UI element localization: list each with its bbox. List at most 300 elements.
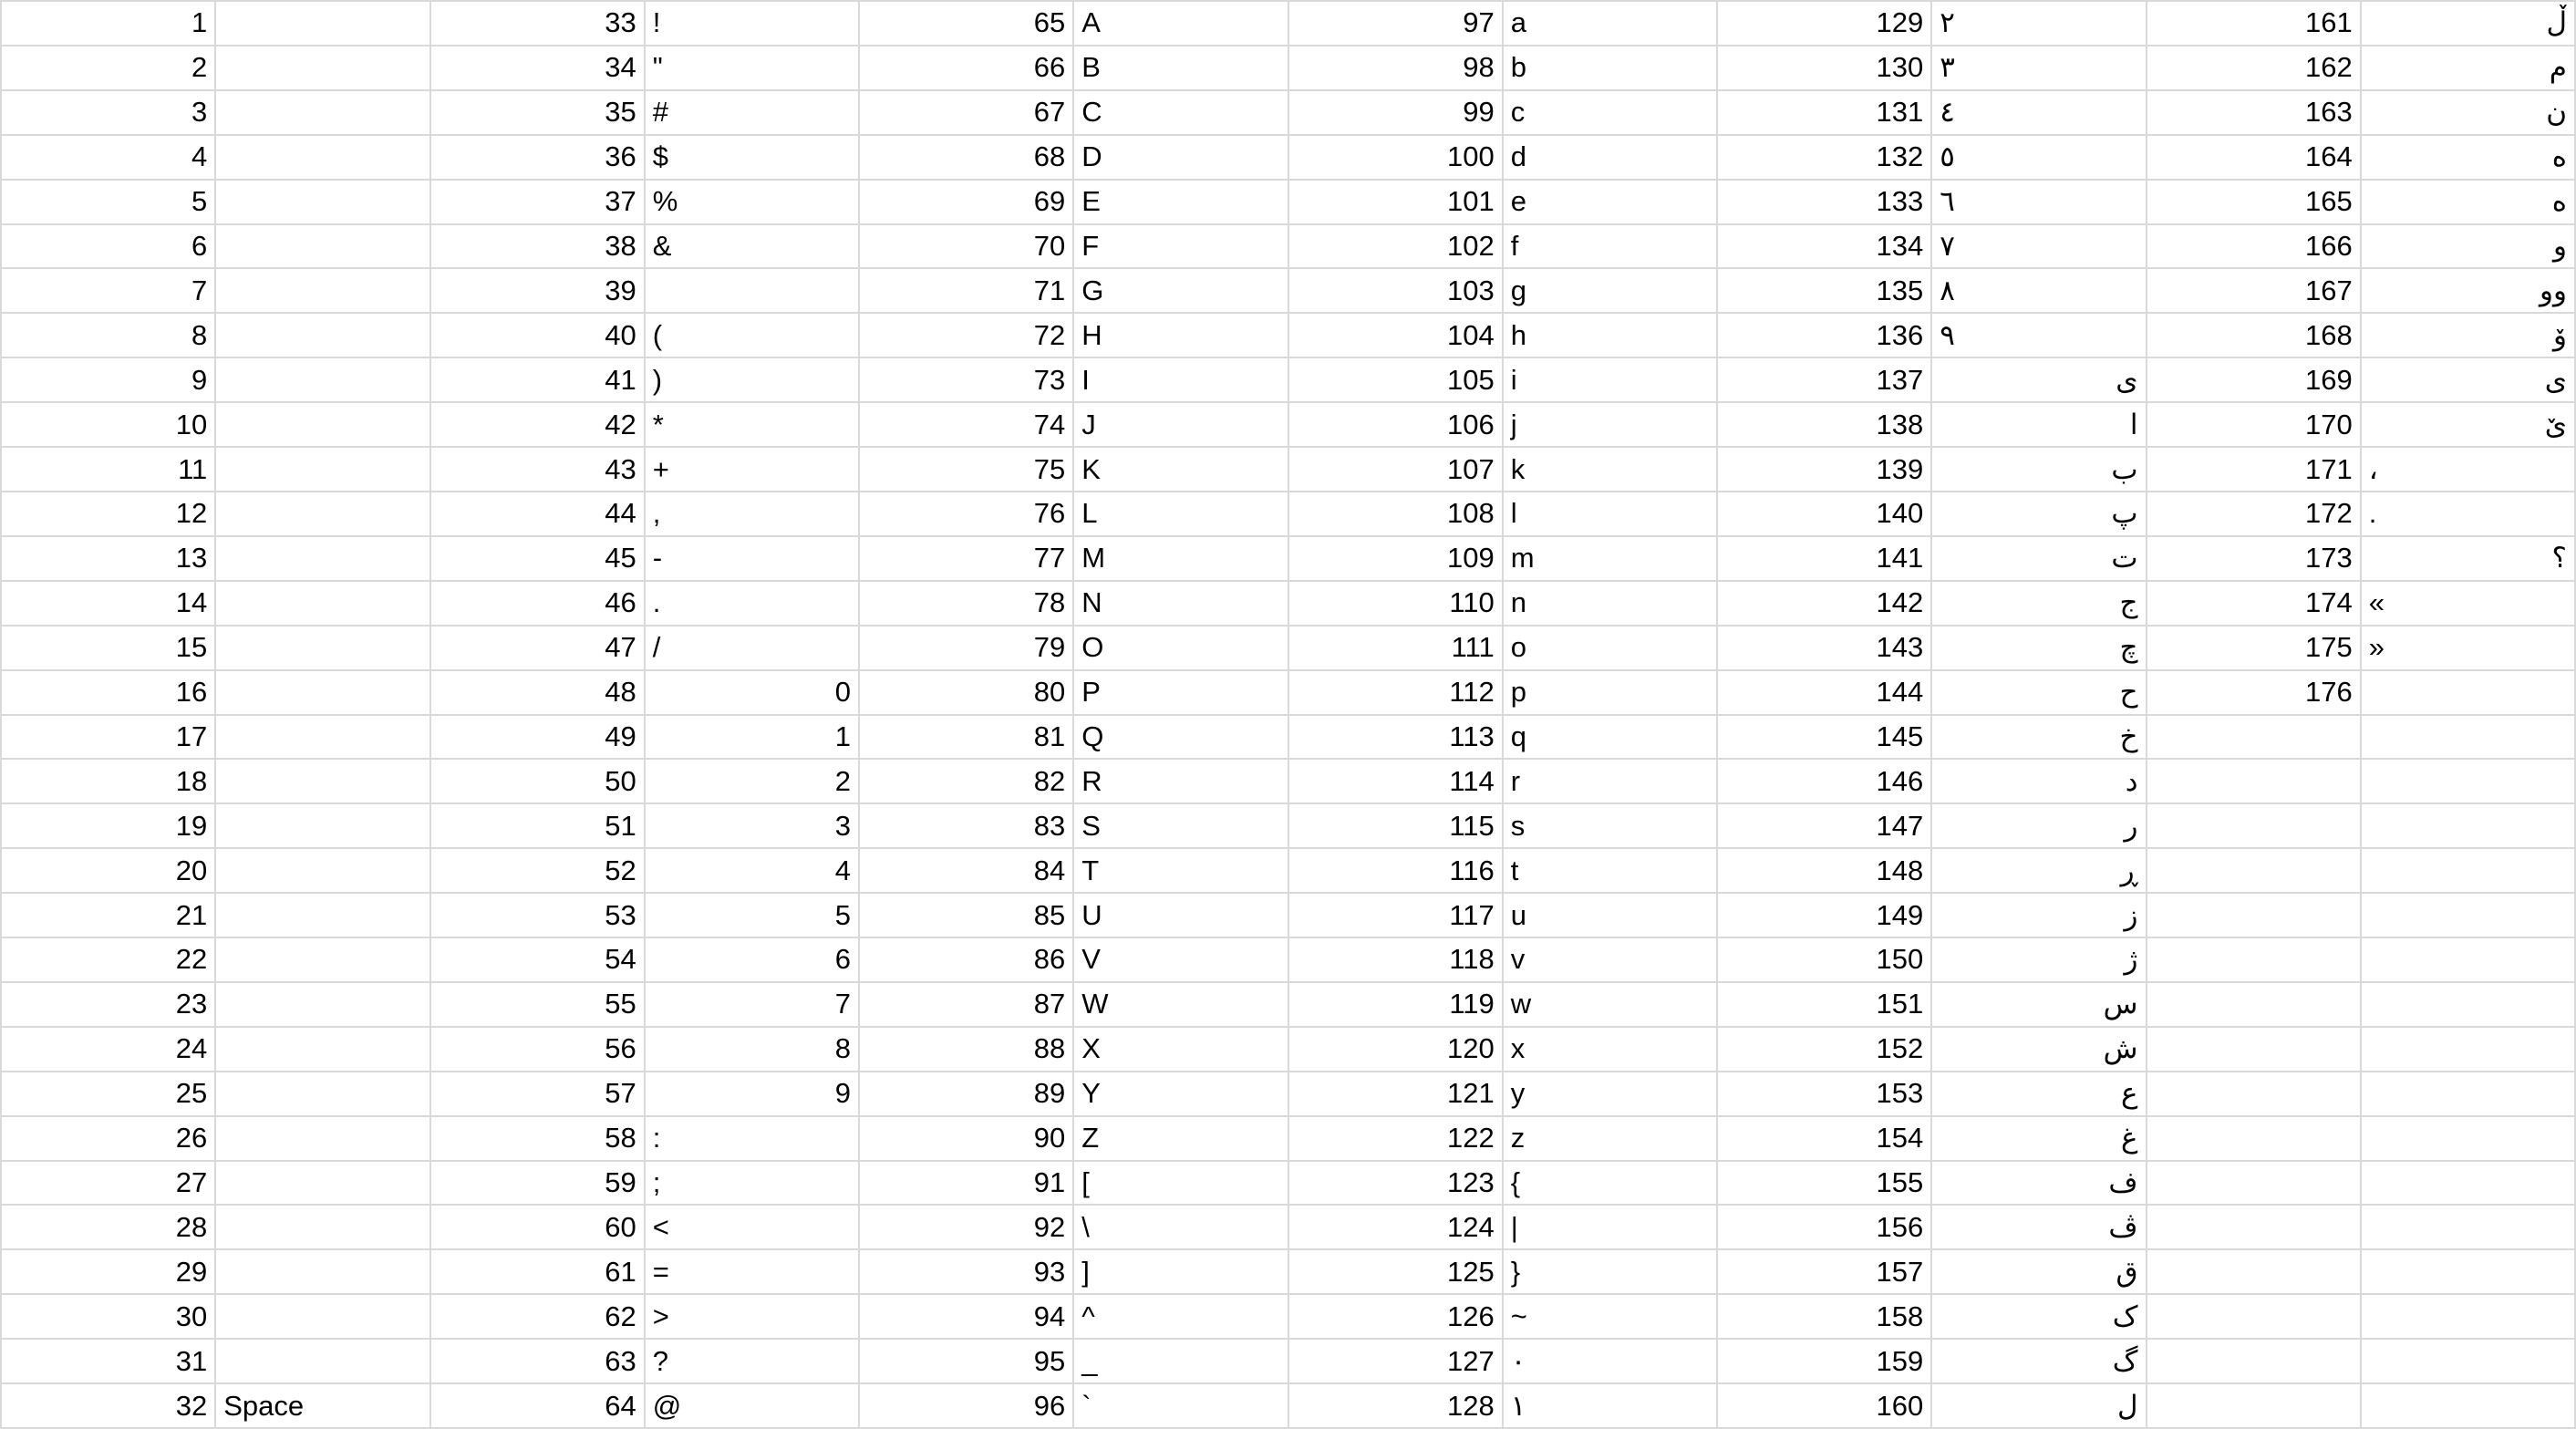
char-cell[interactable]: ٦ <box>1932 181 2147 225</box>
code-cell[interactable]: 107 <box>1289 448 1504 492</box>
code-cell[interactable]: 65 <box>860 2 1074 47</box>
char-cell[interactable]: ٣ <box>1932 47 2147 91</box>
char-cell[interactable]: J <box>1074 403 1288 448</box>
char-cell[interactable]: ع <box>1932 1072 2147 1117</box>
code-cell[interactable]: 37 <box>431 181 646 225</box>
char-cell[interactable]: ~ <box>1504 1295 1718 1340</box>
code-cell[interactable]: 82 <box>860 760 1074 804</box>
code-cell[interactable]: 3 <box>2 91 216 136</box>
char-cell[interactable]: 6 <box>646 938 860 983</box>
code-cell[interactable] <box>2147 1117 2362 1162</box>
code-cell[interactable] <box>2147 1162 2362 1206</box>
code-cell[interactable]: 130 <box>1718 47 1932 91</box>
char-cell[interactable] <box>216 1028 430 1072</box>
code-cell[interactable] <box>2147 1340 2362 1384</box>
code-cell[interactable]: 117 <box>1289 894 1504 938</box>
char-cell[interactable]: m <box>1504 537 1718 582</box>
code-cell[interactable]: 143 <box>1718 626 1932 671</box>
char-cell[interactable]: - <box>646 537 860 582</box>
char-cell[interactable]: ا <box>1932 403 2147 448</box>
char-cell[interactable] <box>216 314 430 358</box>
code-cell[interactable]: 131 <box>1718 91 1932 136</box>
code-cell[interactable]: 39 <box>431 269 646 314</box>
code-cell[interactable]: 78 <box>860 582 1074 626</box>
code-cell[interactable]: 166 <box>2147 225 2362 270</box>
char-cell[interactable]: + <box>646 448 860 492</box>
char-cell[interactable] <box>216 671 430 716</box>
code-cell[interactable]: 60 <box>431 1206 646 1250</box>
code-cell[interactable]: 24 <box>2 1028 216 1072</box>
char-cell[interactable] <box>2362 1072 2576 1117</box>
char-cell[interactable]: ڕ <box>1932 849 2147 894</box>
code-cell[interactable]: 8 <box>2 314 216 358</box>
char-cell[interactable]: H <box>1074 314 1288 358</box>
code-cell[interactable] <box>2147 716 2362 761</box>
code-cell[interactable]: 46 <box>431 582 646 626</box>
code-cell[interactable]: 164 <box>2147 136 2362 181</box>
char-cell[interactable]: w <box>1504 983 1718 1028</box>
code-cell[interactable] <box>2147 938 2362 983</box>
code-cell[interactable]: 88 <box>860 1028 1074 1072</box>
code-cell[interactable]: 6 <box>2 225 216 270</box>
char-cell[interactable]: ٩ <box>1932 314 2147 358</box>
code-cell[interactable]: 70 <box>860 225 1074 270</box>
char-cell[interactable] <box>2362 1384 2576 1429</box>
code-cell[interactable]: 84 <box>860 849 1074 894</box>
char-cell[interactable] <box>216 983 430 1028</box>
char-cell[interactable] <box>646 269 860 314</box>
char-cell[interactable]: d <box>1504 136 1718 181</box>
char-cell[interactable]: K <box>1074 448 1288 492</box>
code-cell[interactable]: 161 <box>2147 2 2362 47</box>
code-cell[interactable]: 18 <box>2 760 216 804</box>
char-cell[interactable]: ت <box>1932 537 2147 582</box>
char-cell[interactable] <box>2362 1206 2576 1250</box>
char-cell[interactable]: و <box>2362 225 2576 270</box>
code-cell[interactable]: 17 <box>2 716 216 761</box>
char-cell[interactable]: r <box>1504 760 1718 804</box>
code-cell[interactable]: 31 <box>2 1340 216 1384</box>
char-cell[interactable]: % <box>646 181 860 225</box>
code-cell[interactable]: 170 <box>2147 403 2362 448</box>
char-cell[interactable]: . <box>646 582 860 626</box>
code-cell[interactable]: 48 <box>431 671 646 716</box>
code-cell[interactable]: 157 <box>1718 1250 1932 1295</box>
code-cell[interactable]: 111 <box>1289 626 1504 671</box>
code-cell[interactable]: 16 <box>2 671 216 716</box>
char-cell[interactable]: 2 <box>646 760 860 804</box>
char-cell[interactable]: P <box>1074 671 1288 716</box>
char-cell[interactable]: ه <box>2362 136 2576 181</box>
code-cell[interactable]: 1 <box>2 2 216 47</box>
code-cell[interactable]: 49 <box>431 716 646 761</box>
char-cell[interactable]: $ <box>646 136 860 181</box>
code-cell[interactable]: 10 <box>2 403 216 448</box>
code-cell[interactable]: 20 <box>2 849 216 894</box>
char-cell[interactable]: C <box>1074 91 1288 136</box>
char-cell[interactable] <box>2362 983 2576 1028</box>
code-cell[interactable]: 136 <box>1718 314 1932 358</box>
code-cell[interactable]: 64 <box>431 1384 646 1429</box>
char-cell[interactable]: M <box>1074 537 1288 582</box>
code-cell[interactable]: 83 <box>860 804 1074 849</box>
char-cell[interactable] <box>216 1250 430 1295</box>
code-cell[interactable]: 15 <box>2 626 216 671</box>
char-cell[interactable]: D <box>1074 136 1288 181</box>
char-cell[interactable]: ) <box>646 358 860 403</box>
char-cell[interactable]: W <box>1074 983 1288 1028</box>
code-cell[interactable]: 128 <box>1289 1384 1504 1429</box>
code-cell[interactable]: 55 <box>431 983 646 1028</box>
char-cell[interactable]: F <box>1074 225 1288 270</box>
code-cell[interactable]: 29 <box>2 1250 216 1295</box>
code-cell[interactable]: 124 <box>1289 1206 1504 1250</box>
code-cell[interactable]: 34 <box>431 47 646 91</box>
code-cell[interactable]: 4 <box>2 136 216 181</box>
char-cell[interactable]: ! <box>646 2 860 47</box>
code-cell[interactable]: 127 <box>1289 1340 1504 1384</box>
char-cell[interactable]: z <box>1504 1117 1718 1162</box>
char-cell[interactable] <box>216 1117 430 1162</box>
code-cell[interactable]: 97 <box>1289 2 1504 47</box>
code-cell[interactable]: 75 <box>860 448 1074 492</box>
char-cell[interactable]: ٨ <box>1932 269 2147 314</box>
char-cell[interactable]: Y <box>1074 1072 1288 1117</box>
char-cell[interactable]: v <box>1504 938 1718 983</box>
char-cell[interactable]: n <box>1504 582 1718 626</box>
char-cell[interactable]: Z <box>1074 1117 1288 1162</box>
char-cell[interactable]: ، <box>2362 448 2576 492</box>
char-cell[interactable]: ١ <box>1504 1384 1718 1429</box>
code-cell[interactable]: 72 <box>860 314 1074 358</box>
code-cell[interactable]: 154 <box>1718 1117 1932 1162</box>
char-cell[interactable]: S <box>1074 804 1288 849</box>
char-cell[interactable]: l <box>1504 492 1718 537</box>
char-cell[interactable] <box>216 225 430 270</box>
char-cell[interactable]: Q <box>1074 716 1288 761</box>
code-cell[interactable]: 76 <box>860 492 1074 537</box>
char-cell[interactable] <box>2362 716 2576 761</box>
char-cell[interactable] <box>216 269 430 314</box>
code-cell[interactable]: 126 <box>1289 1295 1504 1340</box>
char-cell[interactable]: E <box>1074 181 1288 225</box>
code-cell[interactable]: 156 <box>1718 1206 1932 1250</box>
code-cell[interactable]: 54 <box>431 938 646 983</box>
code-cell[interactable]: 67 <box>860 91 1074 136</box>
char-cell[interactable] <box>216 537 430 582</box>
code-cell[interactable]: 9 <box>2 358 216 403</box>
code-cell[interactable]: 52 <box>431 849 646 894</box>
char-cell[interactable]: e <box>1504 181 1718 225</box>
code-cell[interactable]: 115 <box>1289 804 1504 849</box>
code-cell[interactable]: 41 <box>431 358 646 403</box>
code-cell[interactable] <box>2147 760 2362 804</box>
code-cell[interactable]: 96 <box>860 1384 1074 1429</box>
code-cell[interactable]: 73 <box>860 358 1074 403</box>
char-cell[interactable]: ` <box>1074 1384 1288 1429</box>
code-cell[interactable]: 140 <box>1718 492 1932 537</box>
code-cell[interactable]: 92 <box>860 1206 1074 1250</box>
code-cell[interactable]: 152 <box>1718 1028 1932 1072</box>
char-cell[interactable]: 0 <box>646 671 860 716</box>
char-cell[interactable]: y <box>1504 1072 1718 1117</box>
code-cell[interactable]: 47 <box>431 626 646 671</box>
code-cell[interactable]: 30 <box>2 1295 216 1340</box>
char-cell[interactable] <box>216 716 430 761</box>
char-cell[interactable]: Space <box>216 1384 430 1429</box>
code-cell[interactable]: 155 <box>1718 1162 1932 1206</box>
char-cell[interactable]: f <box>1504 225 1718 270</box>
code-cell[interactable]: 141 <box>1718 537 1932 582</box>
char-cell[interactable] <box>216 181 430 225</box>
char-cell[interactable] <box>216 938 430 983</box>
char-cell[interactable]: ل <box>1932 1384 2147 1429</box>
char-cell[interactable]: ر <box>1932 804 2147 849</box>
code-cell[interactable]: 138 <box>1718 403 1932 448</box>
code-cell[interactable]: 167 <box>2147 269 2362 314</box>
char-cell[interactable]: » <box>2362 626 2576 671</box>
char-cell[interactable] <box>216 492 430 537</box>
code-cell[interactable]: 114 <box>1289 760 1504 804</box>
code-cell[interactable]: 51 <box>431 804 646 849</box>
code-cell[interactable] <box>2147 804 2362 849</box>
code-cell[interactable]: 95 <box>860 1340 1074 1384</box>
code-cell[interactable]: 87 <box>860 983 1074 1028</box>
code-cell[interactable]: 158 <box>1718 1295 1932 1340</box>
char-cell[interactable]: گ <box>1932 1340 2147 1384</box>
code-cell[interactable]: 71 <box>860 269 1074 314</box>
char-cell[interactable]: ; <box>646 1162 860 1206</box>
code-cell[interactable]: 89 <box>860 1072 1074 1117</box>
char-cell[interactable]: * <box>646 403 860 448</box>
code-cell[interactable]: 19 <box>2 804 216 849</box>
code-cell[interactable]: 61 <box>431 1250 646 1295</box>
code-cell[interactable]: 121 <box>1289 1072 1504 1117</box>
code-cell[interactable]: 144 <box>1718 671 1932 716</box>
char-cell[interactable]: ف <box>1932 1162 2147 1206</box>
code-cell[interactable] <box>2147 1072 2362 1117</box>
code-cell[interactable]: 123 <box>1289 1162 1504 1206</box>
code-cell[interactable]: 26 <box>2 1117 216 1162</box>
char-cell[interactable] <box>216 582 430 626</box>
code-cell[interactable]: 149 <box>1718 894 1932 938</box>
char-cell[interactable] <box>216 403 430 448</box>
code-cell[interactable]: 21 <box>2 894 216 938</box>
char-cell[interactable]: ێ <box>2362 403 2576 448</box>
char-cell[interactable]: o <box>1504 626 1718 671</box>
char-cell[interactable]: : <box>646 1117 860 1162</box>
char-cell[interactable]: \ <box>1074 1206 1288 1250</box>
char-cell[interactable]: ق <box>1932 1250 2147 1295</box>
code-cell[interactable]: 25 <box>2 1072 216 1117</box>
char-cell[interactable]: 1 <box>646 716 860 761</box>
code-cell[interactable]: 86 <box>860 938 1074 983</box>
code-cell[interactable]: 106 <box>1289 403 1504 448</box>
char-cell[interactable]: م <box>2362 47 2576 91</box>
code-cell[interactable]: 133 <box>1718 181 1932 225</box>
code-cell[interactable]: 122 <box>1289 1117 1504 1162</box>
char-cell[interactable]: « <box>2362 582 2576 626</box>
code-cell[interactable]: 93 <box>860 1250 1074 1295</box>
char-cell[interactable]: U <box>1074 894 1288 938</box>
char-cell[interactable]: A <box>1074 2 1288 47</box>
code-cell[interactable]: 120 <box>1289 1028 1504 1072</box>
char-cell[interactable] <box>216 448 430 492</box>
code-cell[interactable]: 69 <box>860 181 1074 225</box>
code-cell[interactable]: 173 <box>2147 537 2362 582</box>
char-cell[interactable] <box>2362 760 2576 804</box>
code-cell[interactable]: 44 <box>431 492 646 537</box>
code-cell[interactable]: 77 <box>860 537 1074 582</box>
char-cell[interactable]: 7 <box>646 983 860 1028</box>
char-cell[interactable] <box>2362 938 2576 983</box>
char-cell[interactable]: t <box>1504 849 1718 894</box>
code-cell[interactable]: 98 <box>1289 47 1504 91</box>
char-cell[interactable] <box>216 804 430 849</box>
code-cell[interactable] <box>2147 1028 2362 1072</box>
code-cell[interactable]: 175 <box>2147 626 2362 671</box>
char-cell[interactable]: ( <box>646 314 860 358</box>
code-cell[interactable] <box>2147 1295 2362 1340</box>
char-cell[interactable] <box>216 760 430 804</box>
code-cell[interactable]: 38 <box>431 225 646 270</box>
char-cell[interactable]: g <box>1504 269 1718 314</box>
code-cell[interactable]: 35 <box>431 91 646 136</box>
char-cell[interactable]: i <box>1504 358 1718 403</box>
char-cell[interactable] <box>2362 1162 2576 1206</box>
char-cell[interactable]: ؟ <box>2362 537 2576 582</box>
code-cell[interactable]: 163 <box>2147 91 2362 136</box>
char-cell[interactable]: u <box>1504 894 1718 938</box>
code-cell[interactable]: 102 <box>1289 225 1504 270</box>
code-cell[interactable]: 160 <box>1718 1384 1932 1429</box>
code-cell[interactable]: 42 <box>431 403 646 448</box>
char-cell[interactable]: ڵ <box>2362 2 2576 47</box>
char-cell[interactable]: X <box>1074 1028 1288 1072</box>
char-cell[interactable]: [ <box>1074 1162 1288 1206</box>
char-cell[interactable]: ٥ <box>1932 136 2147 181</box>
code-cell[interactable]: 53 <box>431 894 646 938</box>
code-cell[interactable]: 174 <box>2147 582 2362 626</box>
code-cell[interactable]: 113 <box>1289 716 1504 761</box>
char-cell[interactable] <box>216 358 430 403</box>
code-cell[interactable]: 137 <box>1718 358 1932 403</box>
code-cell[interactable]: 43 <box>431 448 646 492</box>
char-cell[interactable]: V <box>1074 938 1288 983</box>
char-cell[interactable] <box>216 849 430 894</box>
code-cell[interactable]: 103 <box>1289 269 1504 314</box>
char-cell[interactable]: چ <box>1932 626 2147 671</box>
code-cell[interactable] <box>2147 1250 2362 1295</box>
code-cell[interactable]: 94 <box>860 1295 1074 1340</box>
code-cell[interactable]: 90 <box>860 1117 1074 1162</box>
code-cell[interactable]: 139 <box>1718 448 1932 492</box>
char-cell[interactable] <box>216 894 430 938</box>
code-cell[interactable]: 85 <box>860 894 1074 938</box>
char-cell[interactable]: # <box>646 91 860 136</box>
code-cell[interactable]: 142 <box>1718 582 1932 626</box>
code-cell[interactable] <box>2147 1384 2362 1429</box>
code-cell[interactable]: 11 <box>2 448 216 492</box>
char-cell[interactable] <box>216 136 430 181</box>
code-cell[interactable]: 22 <box>2 938 216 983</box>
code-cell[interactable]: 151 <box>1718 983 1932 1028</box>
code-cell[interactable] <box>2147 983 2362 1028</box>
char-cell[interactable] <box>216 1340 430 1384</box>
code-cell[interactable]: 2 <box>2 47 216 91</box>
code-cell[interactable]: 74 <box>860 403 1074 448</box>
code-cell[interactable]: 119 <box>1289 983 1504 1028</box>
char-cell[interactable]: ? <box>646 1340 860 1384</box>
code-cell[interactable]: 68 <box>860 136 1074 181</box>
code-cell[interactable]: 36 <box>431 136 646 181</box>
char-cell[interactable]: ڤ <box>1932 1206 2147 1250</box>
code-cell[interactable]: 58 <box>431 1117 646 1162</box>
code-cell[interactable] <box>2147 849 2362 894</box>
code-cell[interactable]: 135 <box>1718 269 1932 314</box>
char-cell[interactable]: 5 <box>646 894 860 938</box>
char-cell[interactable] <box>2362 894 2576 938</box>
code-cell[interactable]: 23 <box>2 983 216 1028</box>
char-cell[interactable]: @ <box>646 1384 860 1429</box>
char-cell[interactable]: س <box>1932 983 2147 1028</box>
code-cell[interactable]: 101 <box>1289 181 1504 225</box>
code-cell[interactable]: 109 <box>1289 537 1504 582</box>
char-cell[interactable]: = <box>646 1250 860 1295</box>
char-cell[interactable]: k <box>1504 448 1718 492</box>
code-cell[interactable]: 45 <box>431 537 646 582</box>
code-cell[interactable]: 125 <box>1289 1250 1504 1295</box>
char-cell[interactable]: G <box>1074 269 1288 314</box>
char-cell[interactable]: L <box>1074 492 1288 537</box>
char-cell[interactable] <box>216 1295 430 1340</box>
char-cell[interactable]: . <box>2362 492 2576 537</box>
code-cell[interactable]: 7 <box>2 269 216 314</box>
code-cell[interactable]: 81 <box>860 716 1074 761</box>
char-cell[interactable] <box>2362 1250 2576 1295</box>
char-cell[interactable] <box>2362 804 2576 849</box>
char-cell[interactable]: > <box>646 1295 860 1340</box>
char-cell[interactable] <box>2362 1340 2576 1384</box>
char-cell[interactable]: 4 <box>646 849 860 894</box>
char-cell[interactable]: p <box>1504 671 1718 716</box>
code-cell[interactable]: 27 <box>2 1162 216 1206</box>
char-cell[interactable] <box>2362 1117 2576 1162</box>
code-cell[interactable]: 63 <box>431 1340 646 1384</box>
code-cell[interactable] <box>2147 1206 2362 1250</box>
code-cell[interactable]: 165 <box>2147 181 2362 225</box>
code-cell[interactable]: 57 <box>431 1072 646 1117</box>
char-cell[interactable]: & <box>646 225 860 270</box>
char-cell[interactable] <box>2362 1295 2576 1340</box>
char-cell[interactable]: q <box>1504 716 1718 761</box>
code-cell[interactable]: 169 <box>2147 358 2362 403</box>
char-cell[interactable]: ٠ <box>1504 1340 1718 1384</box>
char-cell[interactable]: ک <box>1932 1295 2147 1340</box>
code-cell[interactable]: 168 <box>2147 314 2362 358</box>
char-cell[interactable]: a <box>1504 2 1718 47</box>
code-cell[interactable]: 32 <box>2 1384 216 1429</box>
code-cell[interactable]: 12 <box>2 492 216 537</box>
char-cell[interactable]: 8 <box>646 1028 860 1072</box>
char-cell[interactable]: ز <box>1932 894 2147 938</box>
char-cell[interactable]: ی <box>2362 358 2576 403</box>
char-cell[interactable]: ی <box>1932 358 2147 403</box>
code-cell[interactable]: 147 <box>1718 804 1932 849</box>
char-cell[interactable]: ٢ <box>1932 2 2147 47</box>
code-cell[interactable]: 28 <box>2 1206 216 1250</box>
code-cell[interactable]: 116 <box>1289 849 1504 894</box>
